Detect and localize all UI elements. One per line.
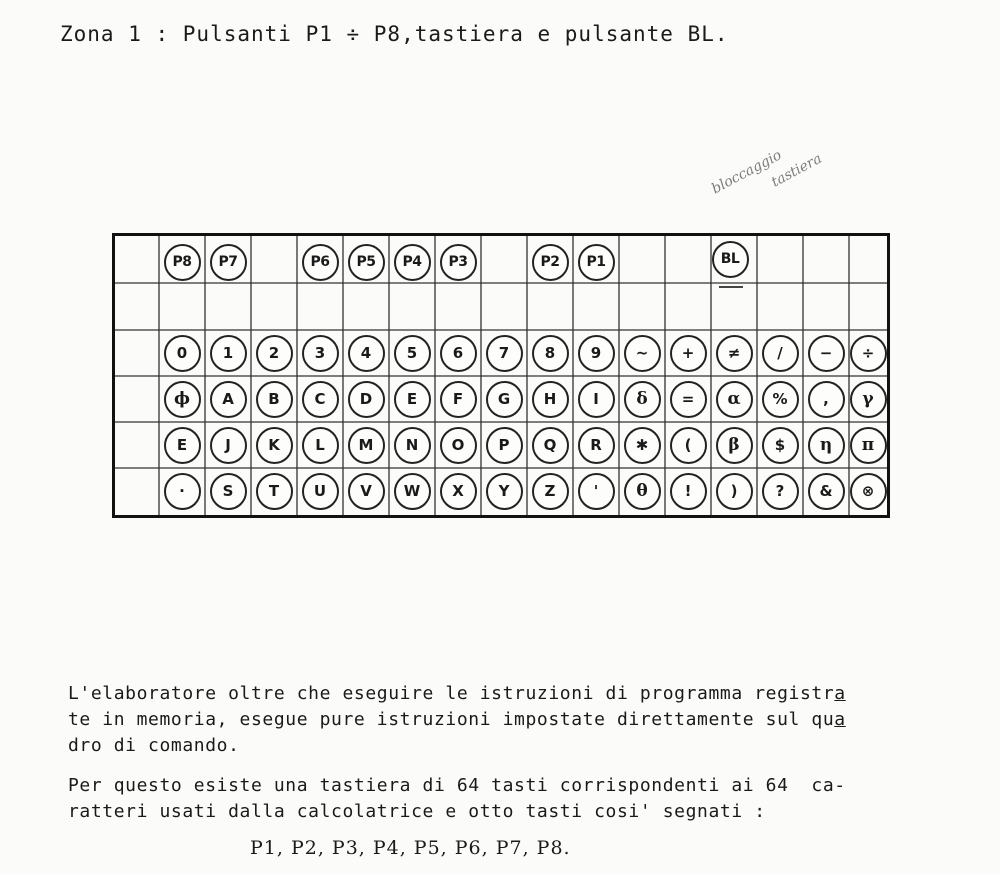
key-m[interactable]: M [348, 427, 385, 464]
key-e[interactable]: E [394, 381, 431, 418]
key-u[interactable]: U [302, 473, 339, 510]
handwritten-note-line1: bloccaggio [709, 147, 785, 198]
bl-button[interactable]: BL [712, 241, 749, 278]
key-9[interactable]: 9 [578, 335, 615, 372]
key-a[interactable]: A [210, 381, 247, 418]
control-panel [112, 233, 890, 518]
key-dollar[interactable]: $ [762, 427, 799, 464]
p4-button[interactable]: P4 [394, 244, 431, 281]
page-title: Zona 1 : Pulsanti P1 ÷ P8,tastiera e pulsante BL. [60, 22, 729, 46]
key-v[interactable]: V [348, 473, 385, 510]
key-h[interactable]: H [532, 381, 569, 418]
key-c[interactable]: C [302, 381, 339, 418]
p1-button[interactable]: P1 [578, 244, 615, 281]
key-question[interactable]: ? [762, 473, 799, 510]
p5-button[interactable]: P5 [348, 244, 385, 281]
key-pi[interactable]: π [850, 427, 887, 464]
key-3[interactable]: 3 [302, 335, 339, 372]
key-open-paren[interactable]: ( [670, 427, 707, 464]
paragraph-1 [68, 681, 846, 759]
key-l[interactable]: L [302, 427, 339, 464]
key-o[interactable]: O [440, 427, 477, 464]
key-delta[interactable]: δ [624, 381, 661, 418]
key-equals[interactable]: = [670, 381, 707, 418]
key-4[interactable]: 4 [348, 335, 385, 372]
key-i[interactable]: I [578, 381, 615, 418]
key-d[interactable]: D [348, 381, 385, 418]
key-alpha[interactable]: α [716, 381, 753, 418]
key-circled-times[interactable]: ⊗ [850, 473, 887, 510]
key-asterisk[interactable]: ✱ [624, 427, 661, 464]
key-5[interactable]: 5 [394, 335, 431, 372]
paragraph-2 [68, 773, 846, 825]
paragraph-2-line2: ratteri usati dalla calcolatrice e otto tasti cosi' segnati : [68, 801, 766, 822]
paragraph-1-line2-underlined: a [834, 709, 846, 730]
handwritten-note-line2: tastiera [768, 150, 825, 191]
handwritten-note [708, 129, 826, 220]
key-s[interactable]: S [210, 473, 247, 510]
key-k[interactable]: K [256, 427, 293, 464]
key-plus[interactable]: + [670, 335, 707, 372]
key-0[interactable]: 0 [164, 335, 201, 372]
p6-button[interactable]: P6 [302, 244, 339, 281]
key-apostrophe[interactable]: ' [578, 473, 615, 510]
key-6[interactable]: 6 [440, 335, 477, 372]
key-comma[interactable]: , [808, 381, 845, 418]
p3-button[interactable]: P3 [440, 244, 477, 281]
paragraph-2-line1: Per questo esiste una tastiera di 64 tasti corrispondenti ai 64 ca- [68, 775, 846, 796]
paragraph-1-line1-underlined: a [834, 683, 846, 704]
key-q[interactable]: Q [532, 427, 569, 464]
key-x[interactable]: X [440, 473, 477, 510]
paragraph-1-line1: L'elaboratore oltre che eseguire le istruzioni di programma registr [68, 683, 835, 704]
key-phi[interactable]: ϕ [164, 381, 201, 418]
key-w[interactable]: W [394, 473, 431, 510]
p-button-list: P1, P2, P3, P4, P5, P6, P7, P8. [250, 837, 571, 859]
key-divide[interactable]: ÷ [850, 335, 887, 372]
key-g[interactable]: G [486, 381, 523, 418]
key-n[interactable]: N [394, 427, 431, 464]
key-tilde[interactable]: ~ [624, 335, 661, 372]
key-e-special[interactable]: E [164, 427, 201, 464]
key-exclamation[interactable]: ! [670, 473, 707, 510]
p8-button[interactable]: P8 [164, 244, 201, 281]
key-p[interactable]: P [486, 427, 523, 464]
key-percent[interactable]: % [762, 381, 799, 418]
key-close-paren[interactable]: ) [716, 473, 753, 510]
p7-button[interactable]: P7 [210, 244, 247, 281]
key-y[interactable]: Y [486, 473, 523, 510]
key-t[interactable]: T [256, 473, 293, 510]
key-r[interactable]: R [578, 427, 615, 464]
paragraph-1-line2: te in memoria, esegue pure istruzioni impostate direttamente sul qu [68, 709, 835, 730]
key-b[interactable]: B [256, 381, 293, 418]
key-2[interactable]: 2 [256, 335, 293, 372]
key-dot[interactable]: · [164, 473, 201, 510]
bl-underline [719, 286, 743, 288]
key-minus[interactable]: − [808, 335, 845, 372]
key-slash[interactable]: / [762, 335, 799, 372]
key-f[interactable]: F [440, 381, 477, 418]
p2-button[interactable]: P2 [532, 244, 569, 281]
key-8[interactable]: 8 [532, 335, 569, 372]
key-ampersand[interactable]: & [808, 473, 845, 510]
paragraph-1-line3: dro di comando. [68, 735, 240, 756]
key-not-equal[interactable]: ≠ [716, 335, 753, 372]
key-beta[interactable]: β [716, 427, 753, 464]
key-1[interactable]: 1 [210, 335, 247, 372]
key-eta[interactable]: η [808, 427, 845, 464]
key-gamma[interactable]: γ [850, 381, 887, 418]
key-j[interactable]: J [210, 427, 247, 464]
key-7[interactable]: 7 [486, 335, 523, 372]
key-z[interactable]: Z [532, 473, 569, 510]
key-theta[interactable]: θ [624, 473, 661, 510]
